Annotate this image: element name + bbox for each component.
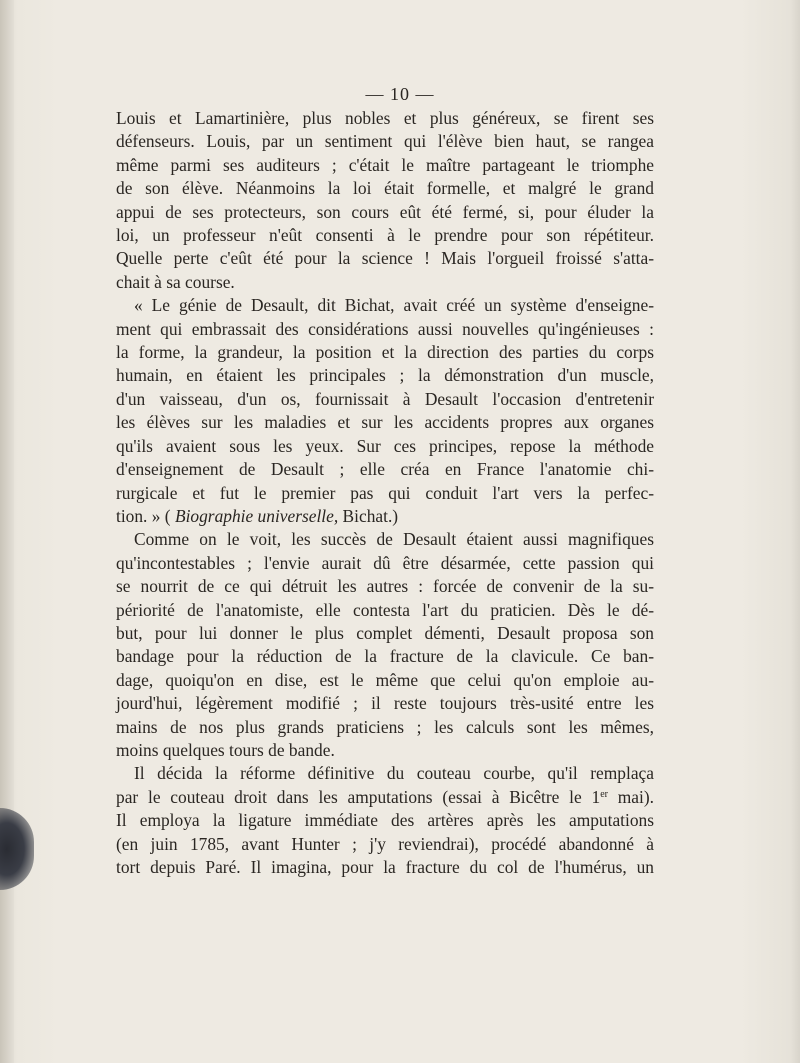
text-line: Il employa la ligature immédiate des artères après les amputations — [116, 810, 654, 831]
text-line: défenseurs. Louis, par un sentiment qui l'élève bien haut, se rangea — [116, 131, 654, 152]
ordinal-superscript: er — [600, 788, 608, 800]
text-line: Comme on le voit, les succès de Desault étaient aussi magnifiques — [134, 529, 654, 550]
text-line: Il décida la réforme définitive du couteau courbe, qu'il remplaça — [134, 763, 654, 784]
text-line: tort depuis Paré. Il imagina, pour la fracture du col de l'humérus, un — [116, 857, 654, 877]
text-line — [116, 786, 654, 809]
text-line: mains de nos plus grands praticiens ; les calculs sont les mêmes, — [116, 716, 654, 737]
text-line: rurgicale et fut le premier pas qui conduit l'art vers la perfec- — [116, 482, 654, 503]
text-line: ment qui embrassait des considérations aussi nouvelles qu'ingénieuses : — [116, 318, 654, 339]
dark-page-tab — [0, 808, 34, 890]
text-line: loi, un professeur n'eût consenti à le prendre pour son répétiteur. — [116, 225, 654, 246]
citation-tail: Bichat.) — [338, 505, 399, 526]
text-line: chait à sa course. — [116, 271, 235, 292]
text-line — [116, 505, 654, 528]
text-line: moins quelques tours de bande. — [116, 739, 335, 760]
text-span: mai). — [607, 786, 654, 807]
text-line: la forme, la grandeur, la position et la direction des parties du corps — [116, 342, 654, 363]
text-line: même parmi ses auditeurs ; c'était le maître partageant le triomphe — [116, 154, 654, 175]
page-binding-edge — [0, 0, 14, 1063]
text-line: jourd'hui, légèrement modifié ; il reste toujours très-usité entre les — [116, 693, 654, 714]
citation-lead: tion. » ( — [116, 505, 171, 526]
text-span: par le couteau droit dans les amputations (essai à Bicêtre le 1 — [116, 786, 601, 807]
text-line: humain, en étaient les principales ; la démonstration d'un muscle, — [116, 365, 654, 386]
body-text — [116, 107, 654, 879]
text-line: dage, quoiqu'on en dise, est le même que celui qu'on emploie au- — [116, 669, 654, 690]
text-line: les élèves sur les maladies et sur les accidents propres aux organes — [116, 412, 654, 433]
text-line: qu'ils avaient sous les yeux. Sur ces principes, repose la méthode — [116, 435, 654, 456]
text-line: « Le génie de Desault, dit Bichat, avait créé un système d'enseigne- — [134, 295, 654, 316]
text-line: qu'incontestables ; l'envie aurait dû être désarmée, cette passion qui — [116, 552, 654, 573]
text-line: appui de ses protecteurs, son cours eût été fermé, si, pour éluder la — [116, 201, 654, 222]
text-line: d'un vaisseau, d'un os, fournissait à Desault l'occasion d'entretenir — [116, 388, 654, 409]
text-line: de son élève. Néanmoins la loi était formelle, et malgré le grand — [116, 178, 654, 199]
text-line: (en juin 1785, avant Hunter ; j'y reviendrai), procédé abandonné à — [116, 833, 654, 854]
text-line: bandage pour la réduction de la fracture de la clavicule. Ce ban- — [116, 646, 654, 667]
text-line: d'enseignement de Desault ; elle créa en France l'anatomie chi- — [116, 459, 654, 480]
text-line: Quelle perte c'eût été pour la science ! Mais l'orgueil froissé s'atta- — [116, 248, 654, 269]
text-line: périorité de l'anatomiste, elle contesta l'art du praticien. Dès le dé- — [116, 599, 654, 620]
citation-source: Biographie universelle, — [174, 505, 339, 526]
text-line: but, pour lui donner le plus complet démenti, Desault proposa son — [116, 622, 654, 643]
text-line: se nourrit de ce qui détruit les autres : forcée de convenir de la su- — [116, 576, 654, 597]
page-number: — 10 — — [365, 84, 435, 104]
text-line: Louis et Lamartinière, plus nobles et plus généreux, se firent ses — [116, 108, 654, 128]
